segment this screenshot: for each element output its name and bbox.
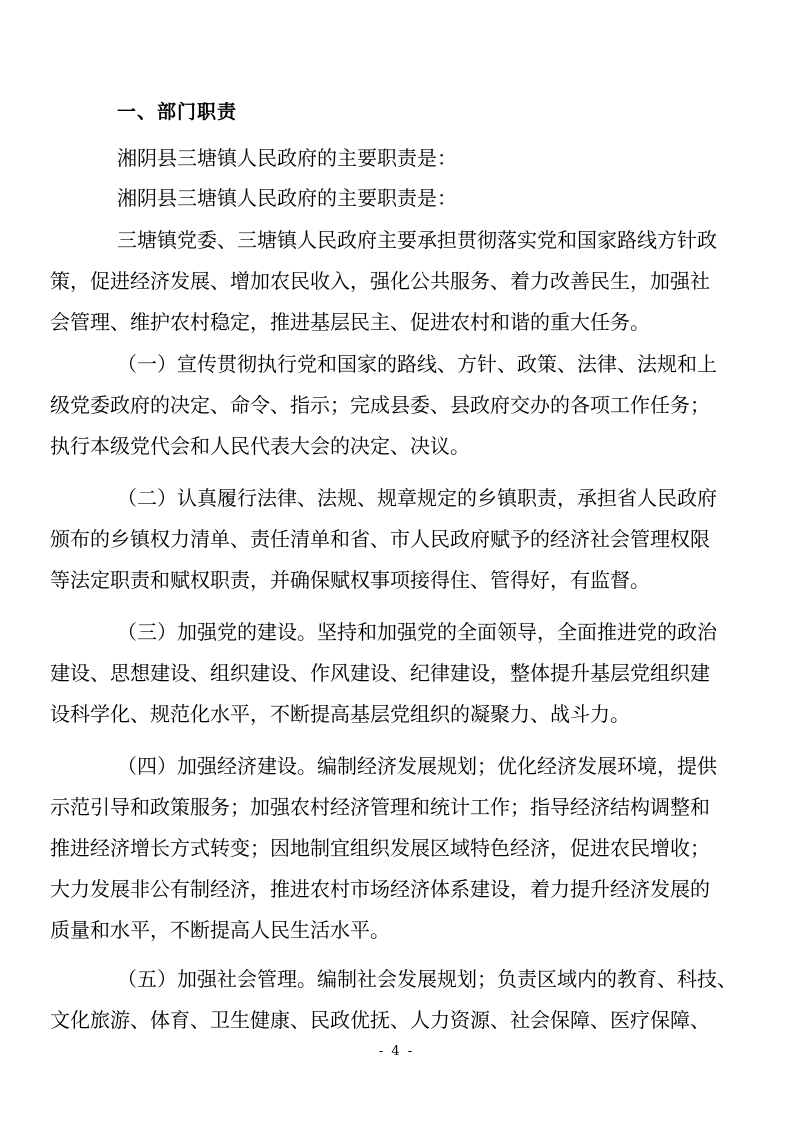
body-line: （五）加强社会管理。编制社会发展规划；负责区域内的教育、科技、 xyxy=(117,967,737,991)
body-line: 设科学化、规范化水平，不断提高基层党组织的凝聚力、战斗力。 xyxy=(50,702,630,726)
body-line: 等法定职责和赋权职责，并确保赋权事项接得住、管得好，有监督。 xyxy=(50,568,650,592)
body-line: （四）加强经济建设。编制经济发展规划；优化经济发展环境，提供 xyxy=(117,754,717,778)
page-number: - 4 - xyxy=(378,1044,415,1059)
body-line: 大力发展非公有制经济，推进农村市场经济体系建设，着力提升经济发展的 xyxy=(50,877,710,901)
body-line: 策，促进经济发展、增加农民收入，强化公共服务、着力改善民生，加强社 xyxy=(50,269,710,293)
body-line: 质量和水平，不断提高人民生活水平。 xyxy=(50,918,390,942)
body-line: （三）加强党的建设。坚持和加强党的全面领导，全面推进党的政治 xyxy=(117,620,717,644)
body-line: （一）宣传贯彻执行党和国家的路线、方针、政策、法律、法规和上 xyxy=(117,352,717,376)
body-line: 示范引导和政策服务；加强农村经济管理和统计工作；指导经济结构调整和 xyxy=(50,795,710,819)
body-line: 建设、思想建设、组织建设、作风建设、纪律建设，整体提升基层党组织建 xyxy=(50,661,710,685)
body-line: 湘阴县三塘镇人民政府的主要职责是： xyxy=(117,146,457,170)
body-line: 三塘镇党委、三塘镇人民政府主要承担贯彻落实党和国家路线方针政 xyxy=(117,228,717,252)
body-line: 执行本级党代会和人民代表大会的决定、决议。 xyxy=(50,434,470,458)
body-line: （二）认真履行法律、法规、规章规定的乡镇职责，承担省人民政府 xyxy=(117,486,717,510)
body-line: 级党委政府的决定、命令、指示；完成县委、县政府交办的各项工作任务； xyxy=(50,393,710,417)
body-line: 湘阴县三塘镇人民政府的主要职责是： xyxy=(117,186,457,210)
body-line: 颁布的乡镇权力清单、责任清单和省、市人民政府赋予的经济社会管理权限 xyxy=(50,527,710,551)
body-line: 文化旅游、体育、卫生健康、民政优抚、人力资源、社会保障、医疗保障、 xyxy=(50,1008,710,1032)
section-heading: 一、部门职责 xyxy=(117,101,238,123)
body-line: 推进经济增长方式转变；因地制宜组织发展区域特色经济，促进农民增收； xyxy=(50,836,710,860)
body-line: 会管理、维护农村稳定，推进基层民主、促进农村和谐的重大任务。 xyxy=(50,310,650,334)
